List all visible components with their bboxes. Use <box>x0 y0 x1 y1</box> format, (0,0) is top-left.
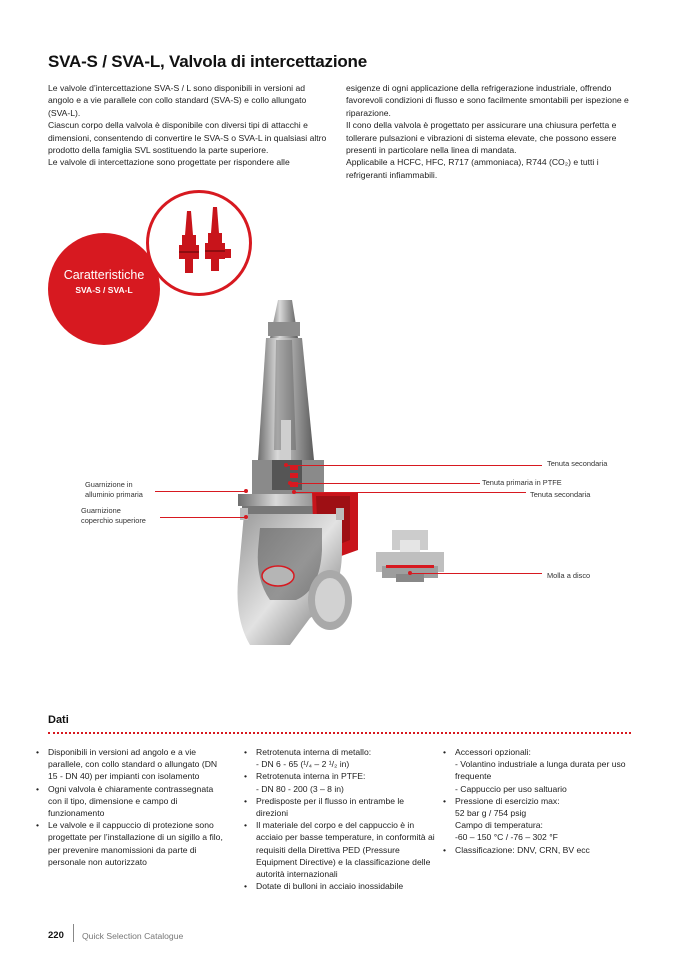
callout-text: alluminio primaria <box>85 490 143 499</box>
callout-line <box>410 573 542 574</box>
callout-text: coperchio superiore <box>81 516 146 525</box>
callout-line <box>155 491 245 492</box>
list-item: • Dotate di bulloni in acciaio inossidabile <box>244 881 404 892</box>
intro-paragraph: Le valvole d’intercettazione SVA-S / L sono disponibili in versioni ad angolo e a vie parallele con collo standard (SVA-S) e collo allungato (SVA-L). <box>48 83 307 118</box>
page-number: 220 <box>48 930 64 941</box>
footer-divider <box>73 924 74 942</box>
disc-spring-detail <box>372 530 448 590</box>
valve-cutaway-illustration <box>230 300 460 645</box>
callout-text: Guarnizione <box>81 506 121 515</box>
list-subitem: - DN 6 - 65 (¹/₄ – 2 ¹/₂ in) <box>256 759 350 770</box>
callout-line <box>294 492 526 493</box>
intro-paragraph: Ciascun corpo della valvola è disponibile con diversi tipi di attacchi e dimensioni, consentendo di convertire le SVA-S o SVA-L in qualsiasi altro prodotto della famiglia SVL sostituendo la parte superiore. <box>48 120 327 156</box>
callout-tenuta-secondaria-top: Tenuta secondaria <box>547 459 608 468</box>
callout-text: Guarnizione in <box>85 480 133 489</box>
list-item: • Classificazione: DNV, CRN, BV ecc <box>443 844 590 855</box>
intro-paragraph: Applicabile a HCFC, HFC, R717 (ammoniaca), R744 (CO₂) e tutti i refrigeranti infiammabili. <box>346 157 599 180</box>
dati-column-1 <box>36 746 228 868</box>
badge-subtitle: SVA-S / SVA-L <box>75 285 133 295</box>
list-item: • Pressione di esercizio max: 52 bar g / 754 psig Campo di temperatura: -60 – 150 °C / -76 – 302 °F <box>443 795 633 844</box>
callout-tenuta-secondaria-bottom: Tenuta secondaria <box>530 490 591 499</box>
callout-dot <box>244 489 248 493</box>
callout-line <box>290 483 480 484</box>
callout-tenuta-primaria: Tenuta primaria in PTFE <box>482 478 562 487</box>
badge-title: Caratteristiche <box>63 268 145 282</box>
footer-catalogue-title: Quick Selection Catalogue <box>82 931 184 941</box>
callout-dot <box>292 490 296 494</box>
intro-column-right <box>346 82 631 181</box>
list-item: • Retrotenuta interna di metallo: - DN 6 - 65 (¹/₄ – 2 ¹/₂ in) <box>244 746 436 770</box>
dati-column-3 <box>443 746 633 856</box>
callout-dot <box>244 515 248 519</box>
dati-heading: Dati <box>48 714 69 726</box>
intro-paragraph: Il cono della valvola è progettato per assicurare una chiusura perfetta e tollerare pulsazioni e vibrazioni di sistema elevate, che possono essere presenti in particolare nella linea di mandata. <box>346 120 617 156</box>
page-title: SVA-S / SVA-L, Valvola di intercettazione <box>48 52 367 71</box>
list-item: • Disponibili in versioni ad angolo e a vie parallele, con collo standard o allungato (DN 15 - DN 40) per impianti con isolamento <box>36 747 218 782</box>
list-item: • Accessori opzionali: - Volantino industriale a lunga durata per uso frequente - Cappuccio per uso saltuario <box>443 746 633 795</box>
callout-guarnizione-alluminio <box>85 480 143 500</box>
callout-dot <box>288 481 292 485</box>
list-subitem: - Cappuccio per uso saltuario <box>455 783 567 794</box>
callout-dot <box>408 571 412 575</box>
list-subitem: 52 bar g / 754 psig <box>455 808 527 819</box>
callout-molla: Molla a disco <box>547 571 591 580</box>
list-subitem: -60 – 150 °C / -76 – 302 °F <box>455 832 558 843</box>
list-item: • Retrotenuta interna in PTFE: - DN 80 - 200 (3 – 8 in) <box>244 770 436 794</box>
list-subitem: - DN 80 - 200 (3 – 8 in) <box>256 783 344 794</box>
list-subitem: - Volantino industriale a lunga durata per uso frequente <box>455 759 626 782</box>
callout-line <box>160 517 245 518</box>
callout-dot <box>284 463 288 467</box>
callout-line <box>286 465 542 466</box>
intro-paragraph: Le valvole di intercettazione sono progettate per rispondere alle <box>48 157 290 168</box>
list-item: • Le valvole e il cappuccio di protezione sono progettate per l’installazione di un sigillo a filo, per prevenire manomissioni da parte di personale non autorizzato <box>36 820 223 867</box>
list-item: • Ogni valvola è chiaramente contrassegnata con il tipo, dimensione e campo di funzionamento <box>36 783 214 819</box>
callout-guarnizione-coperchio <box>81 506 146 526</box>
list-item: • Predisposte per il flusso in entrambe le direzioni <box>244 795 405 819</box>
intro-paragraph: esigenze di ogni applicazione della refrigerazione industriale, offrendo favorevoli condizioni di flusso e sono facilmente smontabili per ispezione e riparazione. <box>346 83 629 118</box>
dati-column-2 <box>244 746 436 892</box>
dotted-divider <box>48 732 631 734</box>
list-subitem: Campo di temperatura: <box>455 820 543 831</box>
intro-column-left <box>48 82 330 169</box>
product-thumbnail-ring <box>146 190 252 296</box>
list-item: • Il materiale del corpo e del cappuccio è in acciaio per basse temperature, in conformità ai requisiti della Direttiva PED (Pressure Equipment Directive) e la classificazione delle autorità internazionali <box>244 820 435 880</box>
product-thumbnail-image <box>149 193 249 293</box>
